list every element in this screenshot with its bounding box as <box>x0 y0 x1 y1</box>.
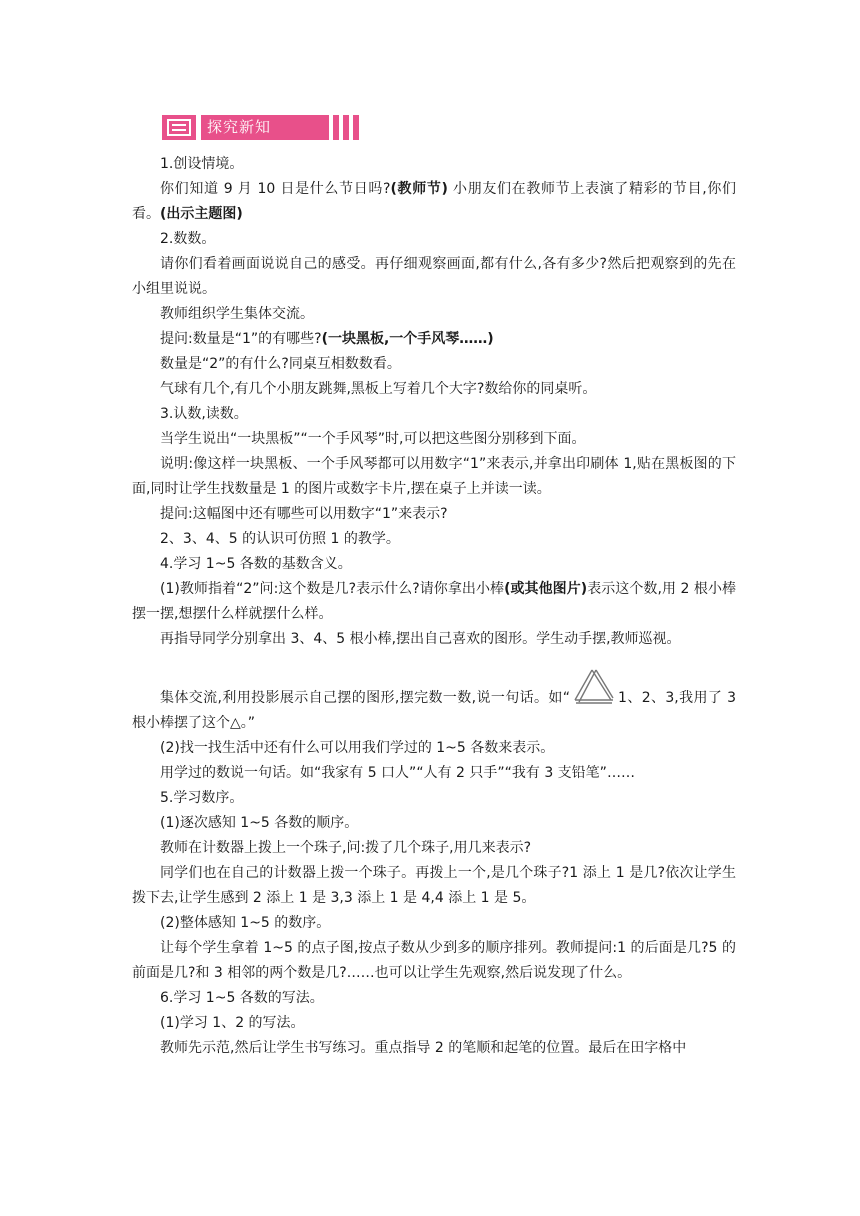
paragraph: (1)教师指着“2”问:这个数是几?表示什么?请你拿出小棒(或其他图片)表示这个数,用 2 根小棒摆一摆,想摆什么样就摆什么样。 <box>132 581 737 622</box>
paragraph: (2)整体感知 1~5 的数序。 <box>160 915 331 931</box>
section-number-badge <box>162 115 196 140</box>
paragraph: 数量是“2”的有什么?同桌互相数数看。 <box>160 356 401 372</box>
paragraph: 教师在计数器上拨上一个珠子,问:拨了几个珠子,用几来表示? <box>160 840 532 856</box>
paragraph: 气球有几个,有几个小朋友跳舞,黑板上写着几个大字?数给你的同桌听。 <box>160 381 597 397</box>
banner-stripe <box>343 115 349 140</box>
document-body <box>132 152 736 1061</box>
paragraph: (2)找一找生活中还有什么可以用我们学过的 1~5 各数来表示。 <box>160 740 555 756</box>
paragraph: 1.创设情境。 <box>160 156 244 172</box>
paragraph: 提问:这幅图中还有哪些可以用数字“1”来表示? <box>160 506 448 522</box>
paragraph: 教师先示范,然后让学生书写练习。重点指导 2 的笔顺和起笔的位置。最后在田字格中 <box>160 1040 687 1056</box>
paragraph: 集体交流,利用投影展示自己摆的图形,摆完数一数,说一句话。如“ 1、2、3,我用了 3 根小棒摆了这个△。” <box>132 667 736 736</box>
stick-triangle-icon <box>571 667 617 709</box>
paragraph: 请你们看着画面说说自己的感受。再仔细观察画面,都有什么,各有多少?然后把观察到的先在小组里说说。 <box>132 256 736 297</box>
paragraph: 提问:数量是“1”的有哪些?(一块黑板,一个手风琴……) <box>160 331 494 347</box>
banner-stripe <box>333 115 339 140</box>
paragraph: 让每个学生拿着 1~5 的点子图,按点子数从少到多的顺序排列。教师提问:1 的后面是几?5 的前面是几?和 3 相邻的两个数是几?……也可以让学生先观察,然后说发现了什么。 <box>132 940 736 981</box>
paragraph: 说明:像这样一块黑板、一个手风琴都可以用数字“1”来表示,并拿出印刷体 1,贴在黑板图的下面,同时让学生找数量是 1 的图片或数字卡片,摆在桌子上并读一读。 <box>132 456 736 497</box>
banner-stripe <box>353 115 359 140</box>
paragraph: 再指导同学分别拿出 3、4、5 根小棒,摆出自己喜欢的图形。学生动手摆,教师巡视。 <box>160 631 681 647</box>
paragraph: (1)逐次感知 1~5 各数的顺序。 <box>160 815 359 831</box>
section-title: 探究新知 <box>199 115 329 140</box>
section-number-glyph <box>167 119 191 136</box>
paragraph: 教师组织学生集体交流。 <box>160 306 314 322</box>
section-banner <box>162 115 362 140</box>
paragraph: (1)学习 1、2 的写法。 <box>160 1015 305 1031</box>
paragraph: 5.学习数序。 <box>160 790 244 806</box>
paragraph: 6.学习 1~5 各数的写法。 <box>160 990 324 1006</box>
paragraph: 3.认数,读数。 <box>160 406 248 422</box>
paragraph: 2、3、4、5 的认识可仿照 1 的教学。 <box>160 531 400 547</box>
paragraph: 当学生说出“一块黑板”“一个手风琴”时,可以把这些图分别移到下面。 <box>160 431 586 447</box>
paragraph: 2.数数。 <box>160 231 216 247</box>
paragraph: 用学过的数说一句话。如“我家有 5 口人”“人有 2 只手”“我有 3 支铅笔”…… <box>160 765 635 781</box>
paragraph: 4.学习 1~5 各数的基数含义。 <box>160 556 352 572</box>
paragraph: 同学们也在自己的计数器上拨一个珠子。再拨上一个,是几个珠子?1 添上 1 是几?依次让学生拨下去,让学生感到 2 添上 1 是 3,3 添上 1 是 4,4 添上 1 是 5。 <box>132 865 736 906</box>
paragraph: 你们知道 9 月 10 日是什么节日吗?(教师节) 小朋友们在教师节上表演了精彩的节目,你们看。(出示主题图) <box>132 181 737 222</box>
